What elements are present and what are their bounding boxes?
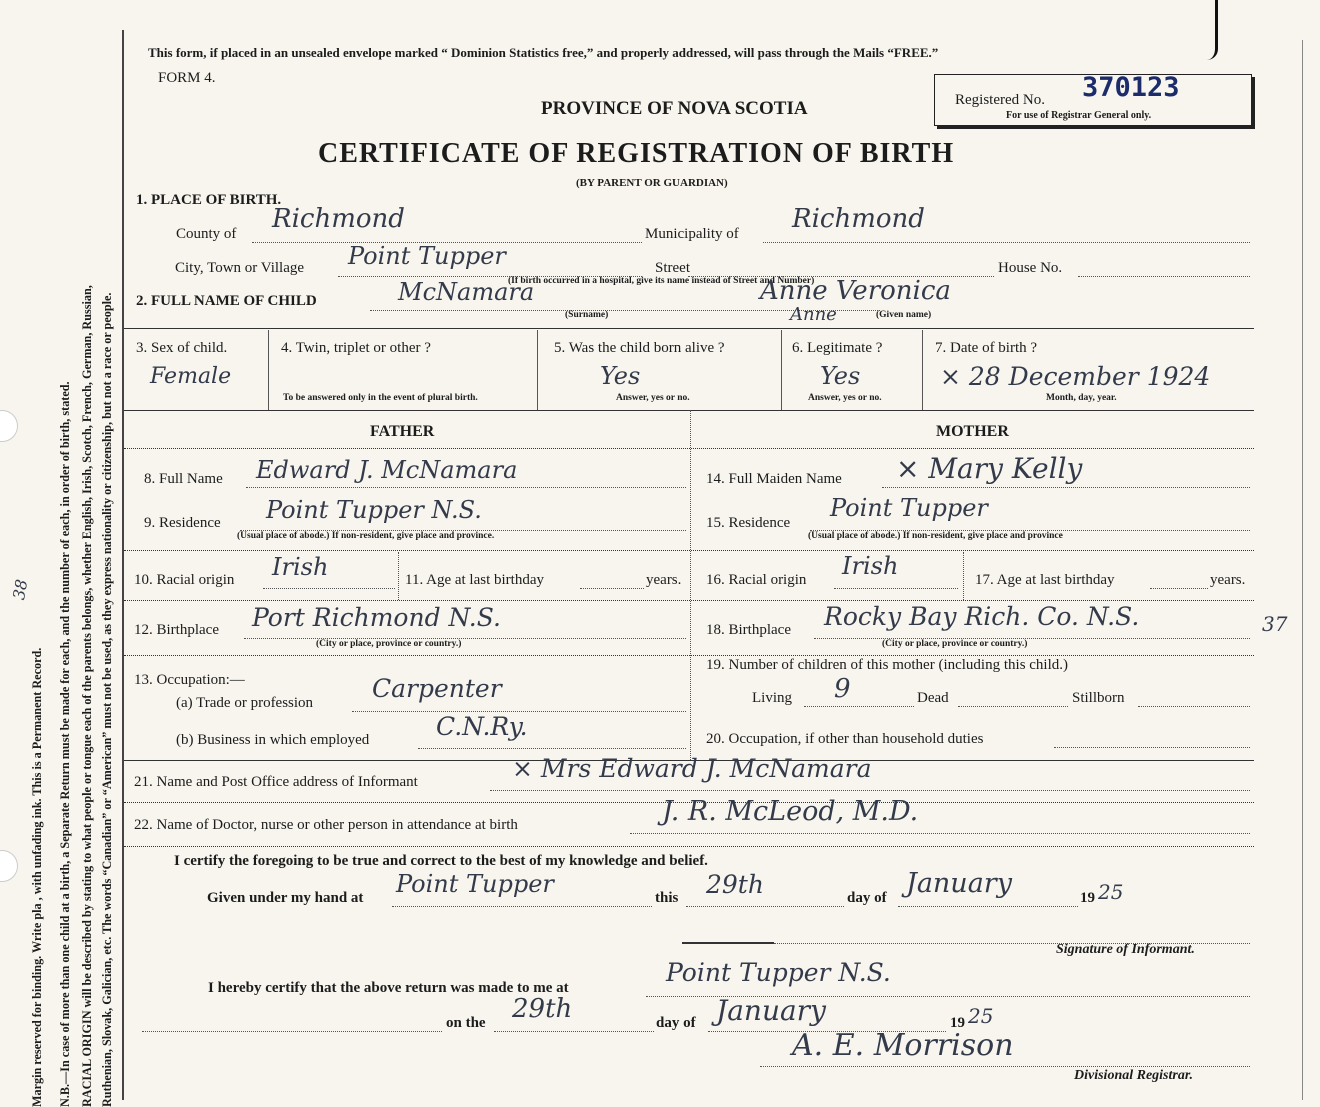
registrar-certify-text: I hereby certify that the above return was made to me at [208, 980, 569, 996]
mother-age-written: 37 [1262, 612, 1288, 636]
legitimate-note: Answer, yes or no. [808, 393, 882, 403]
page-subtitle: (BY PARENT OR GUARDIAN) [576, 177, 728, 189]
mother-residence-note: (Usual place of abode.) If non-resident, give place and province [808, 531, 1063, 541]
province-heading: PROVINCE OF NOVA SCOTIA [541, 98, 808, 119]
informant-value: × Mrs Edward J. McNamara [512, 754, 872, 783]
given-place-value: Point Tupper [396, 870, 554, 898]
margin-racial-note-2: Ruthenian, Slovak, Galician, etc. The words “Canadian” or “American” must not be used, as they express nationality or citizenship, but not a race or people. [100, 292, 114, 1107]
living-label: Living [752, 690, 792, 706]
dob-note: Month, day, year. [1046, 393, 1117, 403]
alive-value: Yes [600, 362, 641, 390]
certify-text: I certify the foregoing to be true and correct to the best of my knowledge and belief. [174, 853, 708, 869]
child-name-label: 2. FULL NAME OF CHILD [136, 293, 317, 309]
dob-value: × 28 December 1924 [940, 362, 1211, 391]
twin-label: 4. Twin, triplet or other ? [281, 340, 431, 356]
legitimate-value: Yes [820, 362, 861, 390]
mother-birthplace-note: (City or place, province or country.) [882, 639, 1028, 649]
mother-name-label: 14. Full Maiden Name [706, 471, 842, 487]
twin-note: To be answered only in the event of plural birth. [283, 393, 478, 403]
father-occupation-label: 13. Occupation:— [134, 672, 245, 688]
registered-label: Registered No. [955, 92, 1045, 108]
mother-birthplace-label: 18. Birthplace [706, 622, 791, 638]
margin-nb-note: N.B.—In case of more than one child at a birth, a Separate Return must be made for each, and the number of each, in order of birth, stated. [58, 381, 72, 1107]
registrar-caption: Divisional Registrar. [1074, 1068, 1194, 1083]
father-trade-value: Carpenter [372, 674, 502, 703]
mail-free-note: This form, if placed in an unsealed envelope marked “ Dominion Statistics free,” and properly addressed, will pass through the Mails “FREE.” [148, 45, 939, 60]
registrar-month-value: January [716, 994, 826, 1027]
children-count-label: 19. Number of children of this mother (including this child.) [706, 657, 1069, 673]
legitimate-label: 6. Legitimate ? [792, 340, 883, 356]
father-age-label: 11. Age at last birthday [405, 572, 544, 588]
given-month-value: January [906, 868, 1012, 899]
dob-label: 7. Date of birth ? [935, 340, 1038, 356]
doctor-value: J. R. McLeod, M.D. [662, 796, 919, 827]
mother-age-unit: years. [1210, 572, 1246, 588]
father-age-unit: years. [646, 572, 682, 588]
sex-value: Female [150, 364, 232, 389]
place-of-birth-label: 1. PLACE OF BIRTH. [136, 192, 282, 208]
doctor-label: 22. Name of Doctor, nurse or other person in attendance at birth [134, 817, 518, 833]
registrar-year-prefix: 19 [950, 1015, 965, 1031]
father-birthplace-note: (City or place, province or country.) [316, 639, 462, 649]
mother-race-value: Irish [842, 552, 899, 580]
binding-border [122, 30, 124, 1100]
mother-residence-label: 15. Residence [706, 515, 791, 531]
registrar-place-value: Point Tupper N.S. [666, 958, 891, 987]
pen-stroke [1207, 0, 1218, 60]
this-label: this [655, 890, 679, 906]
mother-birthplace-value: Rocky Bay Rich. Co. N.S. [824, 602, 1140, 631]
hospital-note: (If birth occurred in a hospital, give its name instead of Street and Number) [508, 276, 815, 286]
mother-name-value: × Mary Kelly [896, 452, 1083, 485]
surname-caption: (Surname) [565, 310, 609, 320]
margin-binding-note: Margin reserved for binding. Write pla , with unfading ink. This is a Permanent Record. [30, 647, 44, 1107]
father-race-value: Irish [272, 553, 329, 581]
father-name-value: Edward J. McNamara [256, 456, 518, 484]
mother-heading: MOTHER [936, 423, 1009, 440]
alive-note: Answer, yes or no. [616, 393, 690, 403]
municipality-label: Municipality of [645, 226, 739, 242]
right-edge [1302, 40, 1303, 1100]
given-year-suffix: 25 [1098, 880, 1124, 904]
living-value: 9 [834, 674, 851, 704]
father-birthplace-label: 12. Birthplace [134, 622, 219, 638]
dead-label: Dead [917, 690, 949, 706]
county-label: County of [176, 226, 237, 242]
father-business-label: (b) Business in which employed [176, 732, 370, 748]
page-title: CERTIFICATE OF REGISTRATION OF BIRTH [318, 138, 955, 169]
child-given-correction: Anne [790, 304, 837, 325]
municipality-value: Richmond [792, 204, 925, 234]
registered-number: 370123 [1082, 72, 1180, 103]
county-value: Richmond [272, 204, 405, 234]
margin-racial-note-1: RACIAL ORIGIN will be described by stating to what people or tongue each of the parents belongs, whether English, Irish, Scotch, French, German, Russian, [80, 285, 94, 1107]
father-business-value: C.N.Ry. [436, 712, 528, 741]
house-number-label: House No. [998, 260, 1063, 276]
mother-age-label: 17. Age at last birthday [975, 572, 1115, 588]
informant-label: 21. Name and Post Office address of Informant [134, 774, 418, 790]
father-residence-note: (Usual place of abode.) If non-resident, give place and province. [237, 531, 495, 541]
informant-signature-caption: Signature of Informant. [1056, 942, 1195, 957]
father-trade-label: (a) Trade or profession [176, 695, 314, 711]
registrar-day-value: 29th [512, 994, 573, 1024]
mother-occupation-label: 20. Occupation, if other than household duties [706, 731, 984, 747]
on-the-label: on the [446, 1015, 486, 1031]
father-residence-label: 9. Residence [144, 515, 221, 531]
form-number: FORM 4. [158, 70, 216, 86]
father-residence-value: Point Tupper N.S. [266, 496, 482, 524]
given-under-label: Given under my hand at [207, 890, 364, 906]
binding-margin [0, 0, 124, 1107]
father-birthplace-value: Port Richmond N.S. [252, 603, 501, 632]
registrar-general-note: For use of Registrar General only. [1006, 110, 1152, 121]
registrar-signature: A. E. Morrison [792, 1028, 1014, 1063]
street-label: Street [655, 260, 690, 276]
pencil-number: 38 [9, 577, 32, 602]
city-value: Point Tupper [348, 242, 506, 270]
alive-label: 5. Was the child born alive ? [554, 340, 725, 356]
sex-label: 3. Sex of child. [136, 340, 228, 356]
child-surname: McNamara [398, 278, 535, 306]
mother-race-label: 16. Racial origin [706, 572, 807, 588]
stillborn-label: Stillborn [1072, 690, 1125, 706]
registrar-year-suffix: 25 [968, 1004, 994, 1028]
city-label: City, Town or Village [175, 260, 305, 276]
given-year-prefix: 19 [1080, 890, 1095, 906]
given-name-caption: (Given name) [876, 310, 932, 320]
child-given-name: Anne Veronica [760, 276, 951, 306]
day-of-label: day of [847, 890, 887, 906]
father-name-label: 8. Full Name [144, 471, 223, 487]
given-day-value: 29th [706, 870, 764, 899]
father-heading: FATHER [370, 423, 435, 440]
father-race-label: 10. Racial origin [134, 572, 235, 588]
registrar-day-of-label: day of [656, 1015, 696, 1031]
mother-residence-value: Point Tupper [830, 494, 988, 522]
